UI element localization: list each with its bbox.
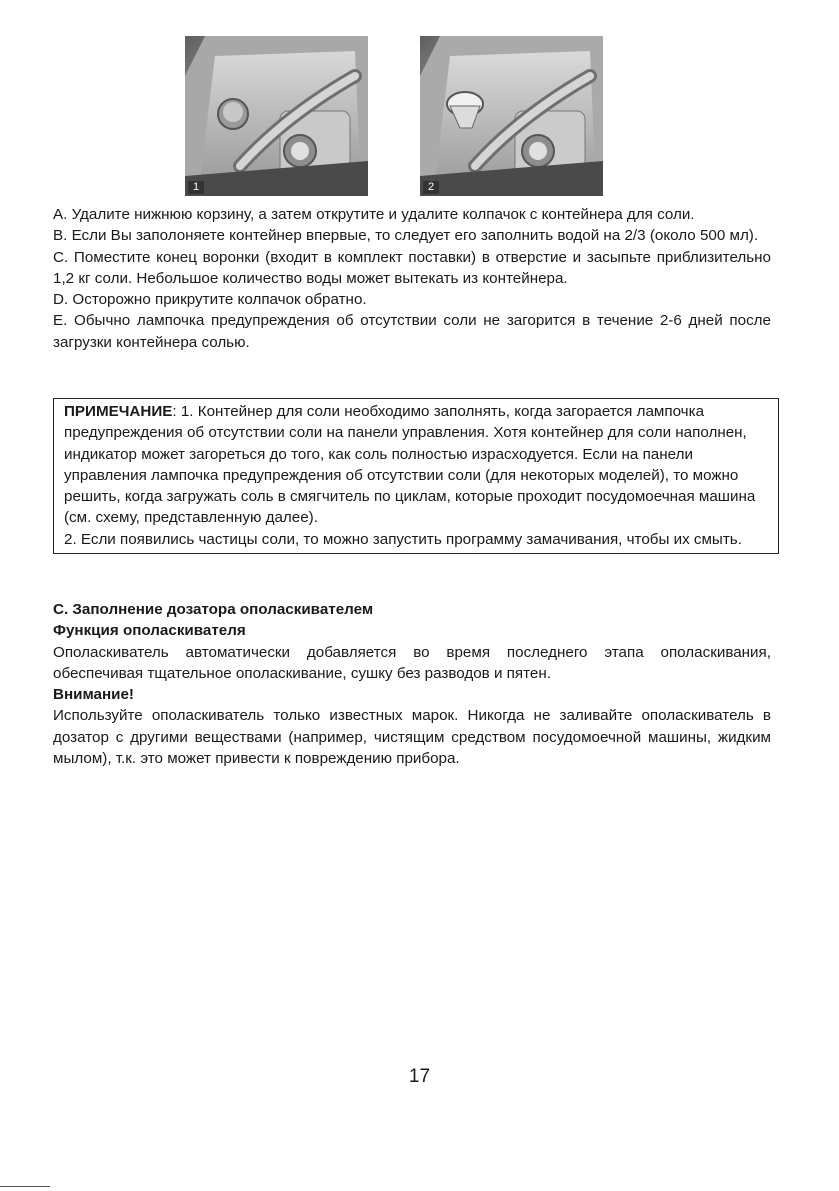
step-b: В. Если Вы заполоняете контейнер впервые, то следует его заполнить водой на 2/3 (около 500 мл). [53, 227, 759, 245]
step-d: D. Осторожно прикрутите колпачок обратно. [53, 291, 367, 309]
section-subheading: Функция ополаскивателя [53, 622, 246, 640]
page-number: 17 [408, 1066, 431, 1087]
figure-number: 1 [188, 181, 204, 194]
salt-filling-steps [53, 204, 771, 353]
note-text-1: : 1. Контейнер для соли необходимо заполнять, когда загорается лампочка предупреждения об отсутствии соли на панели управления. Хотя контейнер для соли наполнен, индикатор может загореться до того, как соль полностью израсходуется. Если на панели управления лампочка предупреждения об отсутствии соли (для некоторых моделей), то можно решить, когда загружать соль в смягчитель по циклам, которые проходит посудомоечная машина (см. схему, представленную далее). [64, 403, 756, 527]
note-label: ПРИМЕЧАНИЕ [64, 403, 173, 420]
section-heading: С. Заполнение дозатора ополаскивателем [53, 601, 374, 618]
note-box [53, 398, 779, 554]
figure-number: 2 [423, 181, 439, 194]
footer-rule [0, 1186, 50, 1187]
step-a: А. Удалите нижнюю корзину, а затем открутите и удалите колпачок с контейнера для соли. [53, 206, 695, 223]
step-c: С. Поместите конец воронки (входит в комплект поставки) в отверстие и засыпьте приблизительно 1,2 кг соли. Небольшое количество воды может вытекать из контейнера. [53, 248, 771, 287]
step-e: E. Обычно лампочка предупреждения об отсутствии соли не загорится в течение 2-6 дней после загрузки контейнера солью. [53, 312, 771, 351]
warning-heading: Внимание! [53, 686, 134, 704]
dishwasher-interior-image [185, 36, 368, 196]
figure-2-photo [420, 36, 603, 196]
figure-1-photo [185, 36, 368, 196]
note-paragraph-2: 2. Если появились частицы соли, то можно запустить программу замачивания, чтобы их смыть. [64, 530, 742, 548]
note-paragraph-1 [64, 401, 768, 529]
dishwasher-funnel-image [420, 36, 603, 196]
section-paragraph-1: Ополаскиватель автоматически добавляется во время последнего этапа ополаскивания, обеспечивая тщательное ополаскивание, сушку без разводов и пятен. [53, 643, 771, 682]
section-paragraph-2: Используйте ополаскиватель только известных марок. Никогда не заливайте ополаскиватель в дозатор с другими веществами (например, чистящим средством посудомоечной машины, жидким мылом), т.к. это может привести к повреждению прибора. [53, 707, 771, 768]
rinse-aid-section [53, 599, 771, 769]
